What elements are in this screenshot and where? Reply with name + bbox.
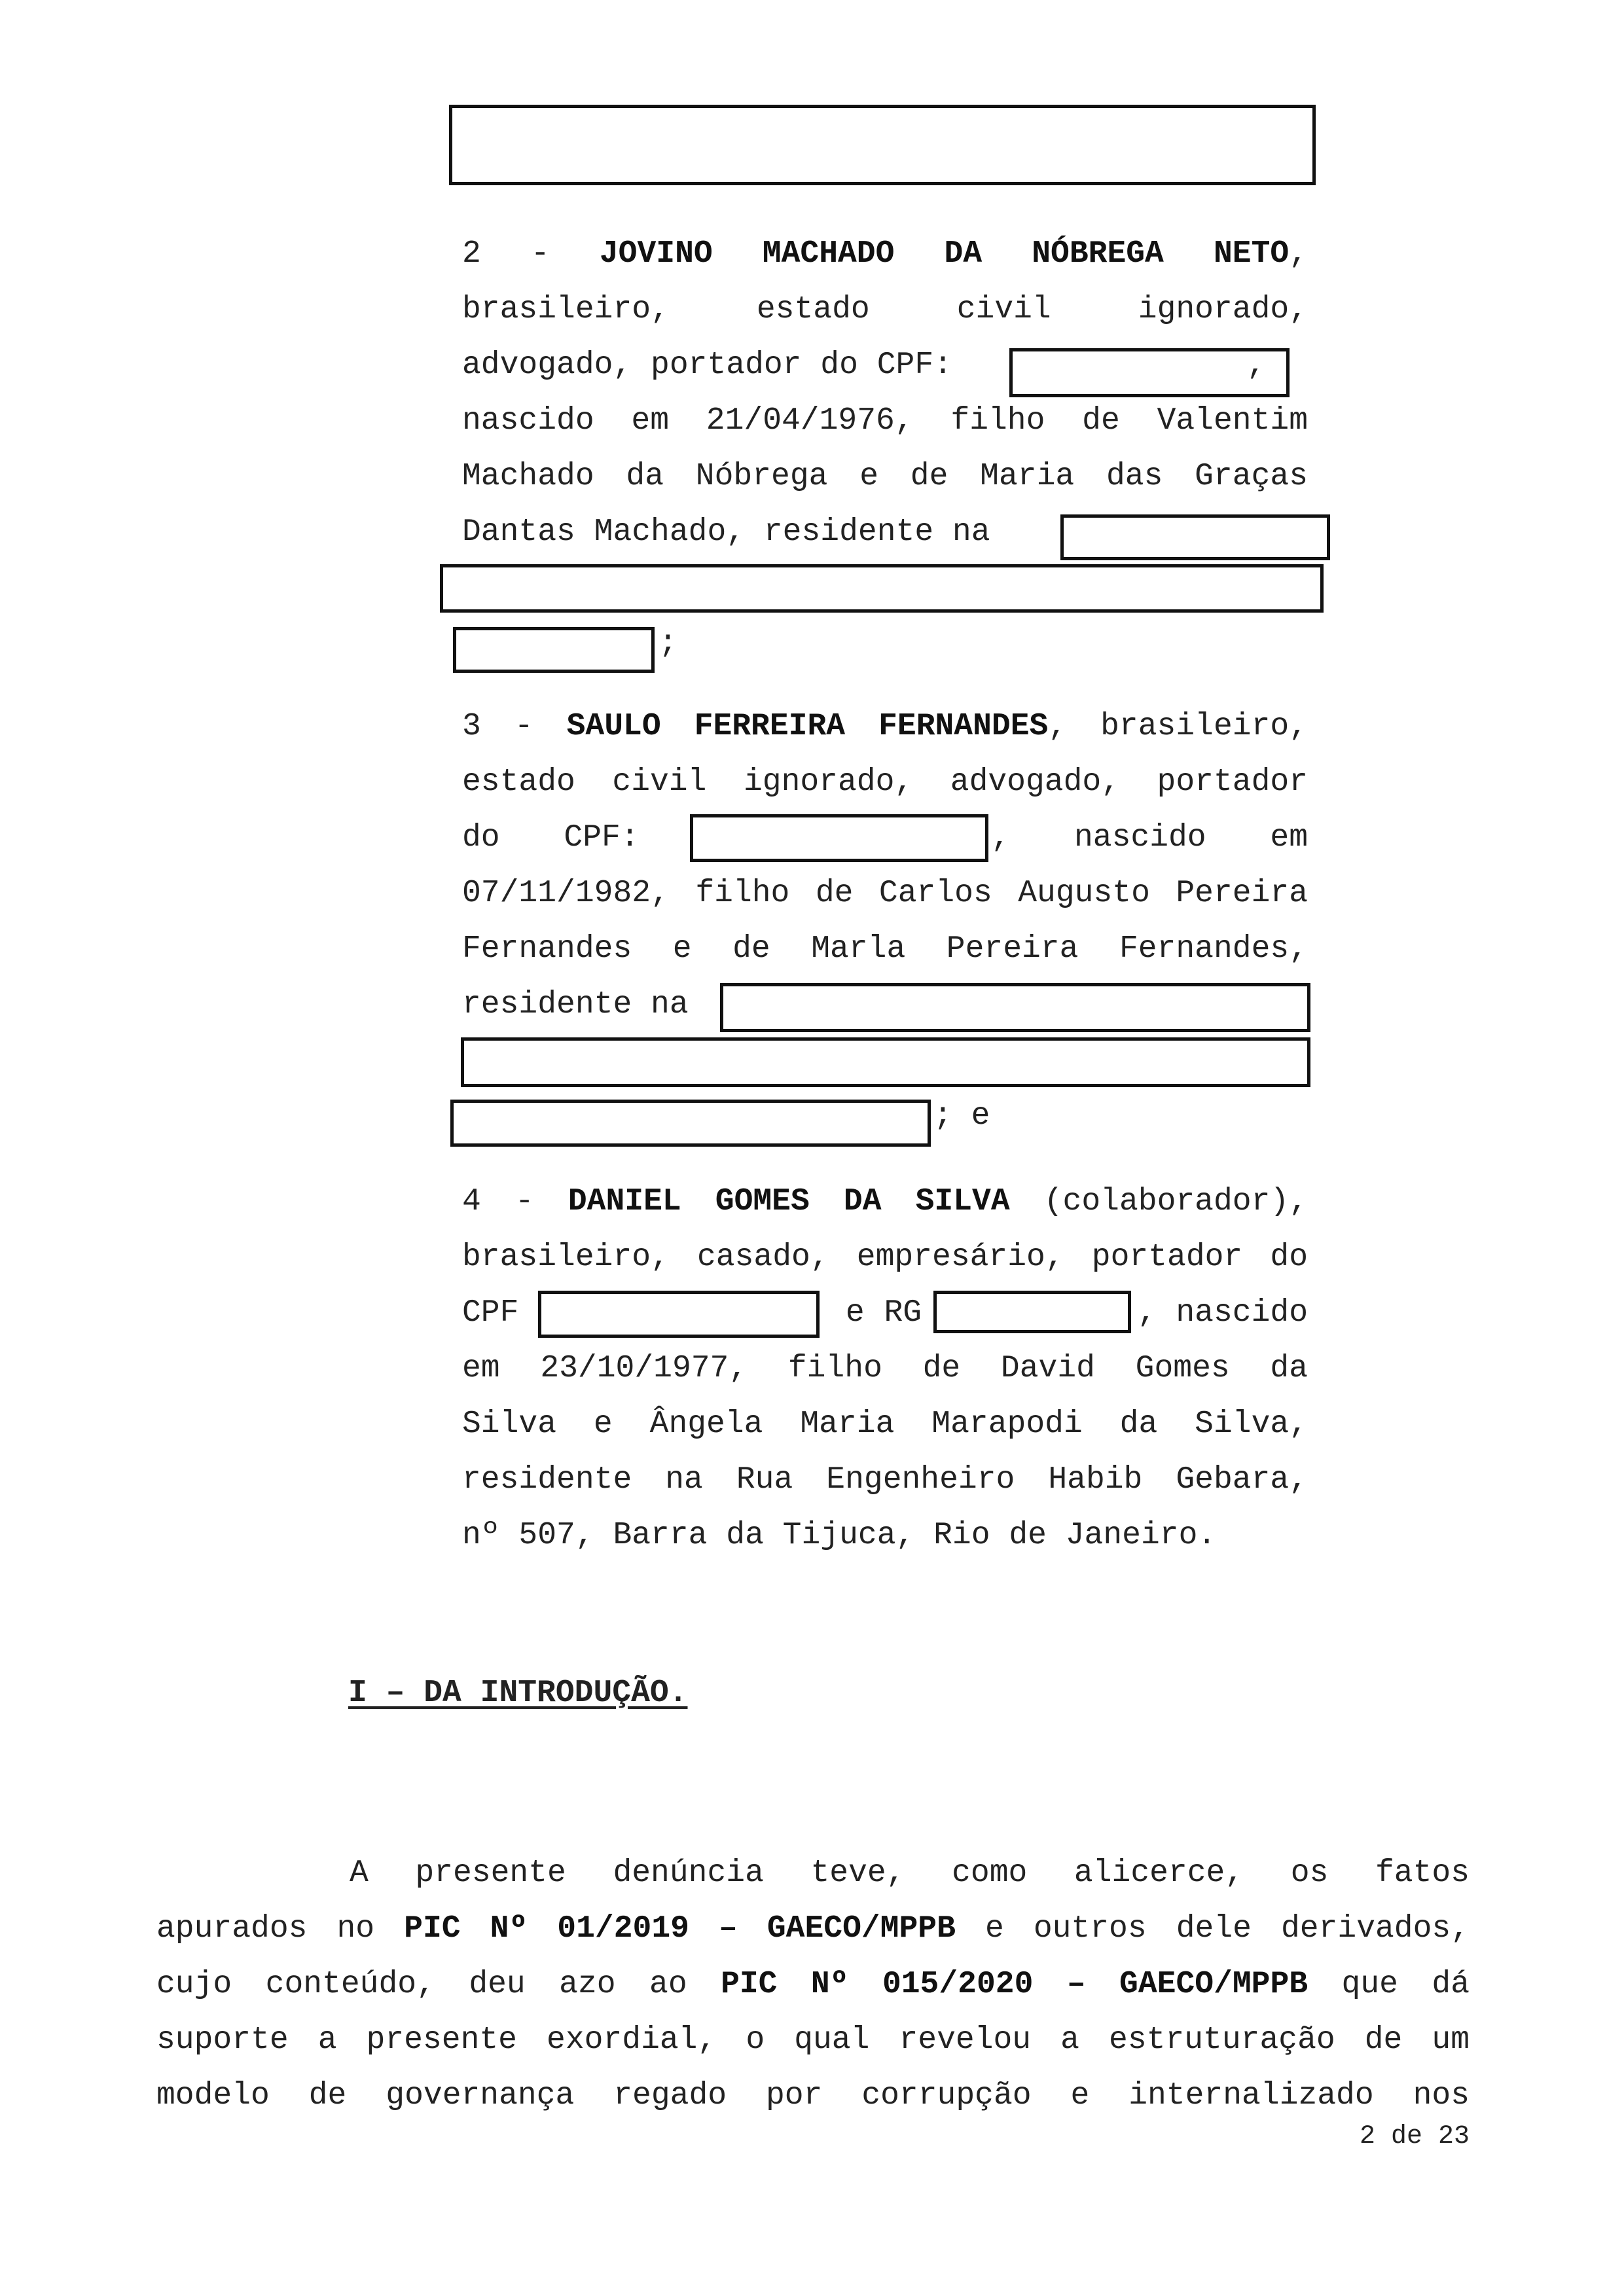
defendant-3-name: SAULO FERREIRA FERNANDES — [566, 709, 1049, 744]
defendant-2-paragraph: 2 - JOVINO MACHADO DA NÓBREGA NETO, brasileiro, estado civil ignorado, advogado, portador do CPF: , nascido em 21/04/1976, filho de Valentim Machado da Nóbrega e de Maria das Graças Dantas Machado, residente na ; — [462, 236, 1308, 661]
defendant-2-name: JOVINO MACHADO DA NÓBREGA NETO — [599, 236, 1290, 272]
defendant-4-name: DANIEL GOMES DA SILVA — [568, 1184, 1010, 1219]
section-heading: I – DA INTRODUÇÃO. — [348, 1676, 688, 1711]
redacted-header-box — [449, 105, 1316, 185]
defendant-4-paragraph: 4 - DANIEL GOMES DA SILVA (colaborador), brasileiro, casado, empresário, portador do CPF e RG , nascido em 23/10/1977, filho de David Gomes da Silva e Ângela Maria Marapodi da Silva, residente na Rua Engenheiro Habib Gebara, nº 507, Barra da Tijuca, Rio de Janeiro. — [462, 1184, 1308, 1553]
intro-paragraph: A presente denúncia teve, como alicerce, os fatos apurados no PIC Nº 01/2019 – GAECO/MPPB e outros dele derivados, cujo conteúdo, deu azo ao PIC Nº 015/2020 – GAECO/MPPB que dá suporte a presente exordial, o qual revelou a estruturação de um modelo de governança regado por corrupção e internalizado nos — [156, 1856, 1470, 2113]
defendant-3-paragraph: 3 - SAULO FERREIRA FERNANDES, brasileiro, estado civil ignorado, advogado, portador do CPF: , nascido em 07/11/1982, filho de Carlos Augusto Pereira Fernandes e de Marla Pereira Fernandes, residente na ; e — [462, 709, 1308, 1134]
page-number: 2 de 23 — [1359, 2122, 1470, 2151]
